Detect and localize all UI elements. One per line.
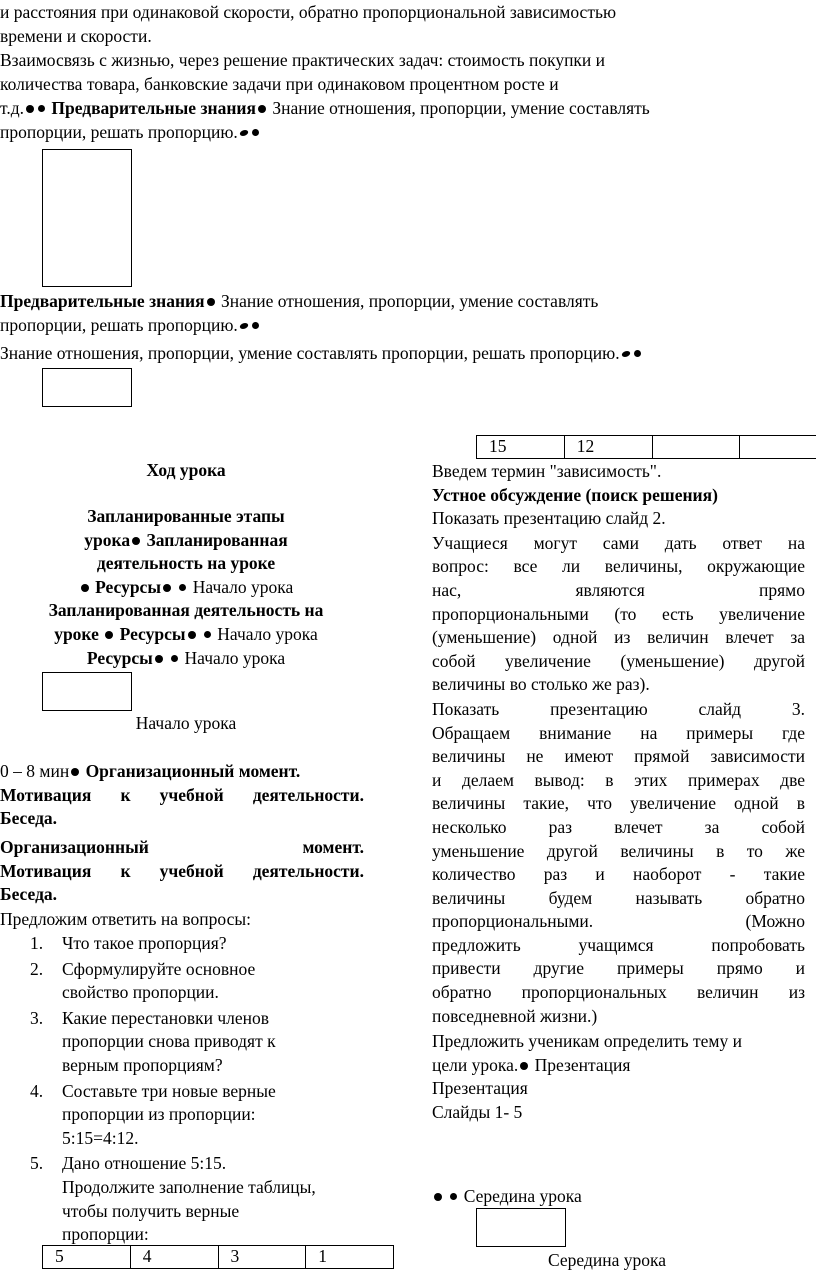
start-text: Начало урока (212, 623, 318, 644)
list-number: 2. (30, 958, 44, 979)
list-item-text: чтобы получить верные (62, 1200, 240, 1221)
list-item-text: пропорции: (62, 1224, 149, 1245)
line-text: Знание отношения, пропорции, умение составлять пропорции, решать пропорцию. (0, 343, 620, 363)
bullet-icon (132, 537, 140, 545)
list-item-text: Какие перестановки членов (62, 1007, 270, 1028)
org-text: Организационный момент. (81, 761, 301, 781)
resources-text: Ресурсы (86, 647, 153, 668)
motivation-line: Мотивация к учебной деятельности. (0, 784, 364, 805)
bullet-icon (621, 351, 631, 357)
bullet-icon (171, 655, 178, 662)
list-item (0, 1080, 372, 1151)
topic-line-1: Предложить ученикам определить тему и (432, 1031, 742, 1052)
top-line-5 (0, 97, 650, 121)
bullet-icon (26, 105, 34, 113)
time-line (0, 760, 364, 784)
bullet-icon (38, 105, 45, 112)
prior-knowledge-label: Предварительные знания (0, 291, 205, 311)
plan-text: уроке (54, 623, 104, 644)
list-item-text: верным пропорциям? (62, 1054, 223, 1075)
paragraph-line: количество раз и наоборот - такие (432, 864, 805, 885)
table-row (477, 436, 816, 459)
mid-line-2 (0, 314, 261, 338)
paragraph-line: величины во столько же раз). (432, 674, 650, 695)
paragraph-line: величины будем называть обратно (432, 887, 805, 908)
list-item-text: Продолжите заполнение таблицы, (62, 1176, 316, 1197)
stages-text: урока (84, 529, 131, 550)
bullet-icon (204, 631, 211, 638)
bullet-icon (252, 322, 259, 329)
list-item (0, 1152, 372, 1246)
ask-line: Предложим ответить на вопросы: (0, 909, 251, 929)
paragraph-line: Обращаем внимание на примеры где (432, 722, 805, 743)
list-item-text: Сформулируйте основное (62, 958, 256, 979)
topic-line-2 (432, 1054, 805, 1078)
org-text: Организационный (0, 837, 149, 857)
list-item-text: свойство пропорции. (62, 982, 219, 1003)
bullet-icon (155, 655, 163, 663)
paragraph-line: Показать презентацию слайд 3. (432, 698, 805, 719)
paragraph-line: привести другие примеры прямо и (432, 958, 805, 979)
list-number: 4. (30, 1080, 44, 1101)
table-row (43, 1246, 394, 1269)
bullet-icon (252, 129, 259, 136)
start-text: Начало урока (188, 576, 294, 597)
slides-line: Слайды 1- 5 (432, 1102, 523, 1123)
prior-knowledge-label: Предварительные знания (51, 98, 256, 118)
resources-line-2 (0, 647, 372, 671)
resources-line (0, 576, 372, 600)
presentation-text: Презентация (530, 1054, 631, 1075)
org-line (0, 836, 364, 860)
questions-list (0, 932, 372, 1249)
table-cell: 12 (564, 436, 652, 459)
image-placeholder-box (476, 1208, 566, 1247)
bullet-icon (520, 1062, 528, 1070)
paragraph-line: и делаем вывод: в этих примерах две (432, 769, 805, 790)
bullet-icon (188, 631, 196, 639)
time-text: 0 – 8 мин (0, 761, 70, 781)
list-item (0, 932, 372, 956)
bullet-icon (258, 105, 266, 113)
proportion-table-right (476, 435, 816, 459)
paragraph-line: несколько раз влечет за собой (432, 816, 805, 837)
plan-line-1: Запланированная деятельность на (48, 600, 324, 621)
paragraph-line: пропорциональными. (Можно (432, 911, 805, 932)
mid-line-1 (0, 290, 598, 314)
list-number: 3. (30, 1007, 44, 1028)
start-label: Начало урока (135, 713, 237, 733)
table-cell (740, 436, 816, 459)
lesson-heading: Ход урока (146, 460, 226, 480)
term-line: Введем термин "зависимость". (432, 461, 662, 481)
bullet-icon (239, 130, 249, 136)
bullet-icon (163, 584, 171, 592)
list-item-text: пропорции из пропорции: (62, 1104, 256, 1125)
table-cell: 4 (130, 1246, 218, 1269)
middle-line (432, 1185, 582, 1209)
image-placeholder-box (42, 672, 132, 711)
org-moment-block-1 (0, 760, 364, 831)
list-item-text: Дано отношение 5:15. (62, 1153, 227, 1174)
list-item (0, 958, 372, 1005)
top-line-2: времени и скорости. (0, 26, 152, 46)
middle-text: Середина урока (459, 1186, 582, 1206)
bullet-icon (434, 1193, 442, 1201)
list-item-text: Что такое пропорция? (62, 933, 227, 953)
stages-line-2 (0, 529, 372, 553)
paragraph-line: Учащиеся могут сами дать ответ на (432, 532, 805, 553)
top-line-6 (0, 121, 261, 145)
stages-line-1: Запланированные этапы (87, 506, 285, 526)
talk-line: Беседа. (0, 884, 58, 905)
paragraph-line: величины не имеют прямой зависимости (432, 746, 805, 767)
right-column (432, 460, 805, 1125)
list-number: 5. (30, 1153, 44, 1174)
image-placeholder-box (42, 368, 132, 407)
planned-stages-block (0, 505, 372, 670)
bullet-icon (239, 323, 249, 329)
bullet-icon (450, 1193, 457, 1200)
top-line-3: Взаимосвязь с жизнью, через решение практических задач: стоимость покупки и (0, 50, 606, 70)
line-text: пропорции, решать пропорцию. (0, 315, 238, 335)
oral-discussion-heading: Устное обсуждение (поиск решения) (432, 484, 718, 505)
list-item-text: 5:15=4:12. (62, 1127, 139, 1148)
topic-text: цели урока. (432, 1054, 519, 1075)
bullet-icon (179, 584, 186, 591)
table-cell: 1 (306, 1246, 394, 1269)
proportion-table-left (42, 1245, 394, 1269)
resources-text: Ресурсы (90, 576, 161, 597)
list-number: 1. (30, 933, 44, 953)
presentation-line: Презентация (432, 1078, 528, 1099)
paragraph-line: (уменьшение) одной из величин влечет за (432, 627, 805, 648)
paragraph-line: обратно пропорциональных величин из (432, 982, 805, 1003)
motivation-line: Мотивация к учебной деятельности. (0, 860, 364, 881)
prior-knowledge-text: Знание отношения, пропорции, умение составлять (216, 291, 599, 311)
paragraph-line: повседневной жизни.) (432, 1005, 598, 1026)
paragraph-2 (432, 698, 805, 1028)
paragraph-line: предложить учащимся попробовать (432, 934, 805, 955)
paragraph-line: собой увеличение (уменьшение) другой (432, 650, 805, 671)
paragraph-1 (432, 532, 805, 697)
line-text: пропорции, решать пропорцию. (0, 122, 238, 142)
org-text: момент. (302, 837, 364, 857)
etc-text: т.д. (0, 98, 24, 118)
paragraph-line: величины такие, что увеличение одной в (432, 793, 805, 814)
stages-text: Запланированная (142, 529, 288, 550)
image-placeholder-box (42, 149, 132, 287)
stages-line-3: деятельность на уроке (96, 553, 276, 574)
paragraph-line: вопрос: все ли величины, окружающие (432, 556, 805, 577)
list-item (0, 1007, 372, 1078)
table-cell: 5 (43, 1246, 131, 1269)
bullet-icon (71, 768, 79, 776)
bullet-icon (105, 631, 113, 639)
prior-knowledge-text: Знание отношения, пропорции, умение составлять (267, 98, 650, 118)
top-line-1: и расстояния при одинаковой скорости, обратно пропорциональной зависимостью (0, 2, 617, 22)
paragraph-line: пропорциональными (то есть увеличение (432, 603, 805, 624)
table-cell (652, 436, 740, 459)
plan-line-2 (0, 623, 372, 647)
mid-line-3 (0, 342, 643, 366)
table-cell: 3 (218, 1246, 306, 1269)
bullet-icon (634, 350, 641, 357)
top-line-4: количества товара, банковские задачи при одинаковом процентном росте и (0, 74, 559, 94)
show-slide-2: Показать презентацию слайд 2. (432, 508, 666, 529)
talk-line: Беседа. (0, 808, 58, 829)
org-moment-block-2 (0, 836, 364, 907)
list-item-text: Составьте три новые верные (62, 1080, 276, 1101)
table-cell: 15 (477, 436, 565, 459)
paragraph-line: нас, являются прямо (432, 579, 805, 600)
list-item-text: пропорции снова приводят к (62, 1031, 276, 1052)
middle-label: Середина урока (548, 1250, 666, 1270)
plan-text: Ресурсы (115, 623, 186, 644)
bullet-icon (207, 298, 215, 306)
start-text: Начало урока (180, 647, 286, 668)
paragraph-line: уменьшение другой величины в то же (432, 840, 805, 861)
bullet-icon (81, 584, 89, 592)
